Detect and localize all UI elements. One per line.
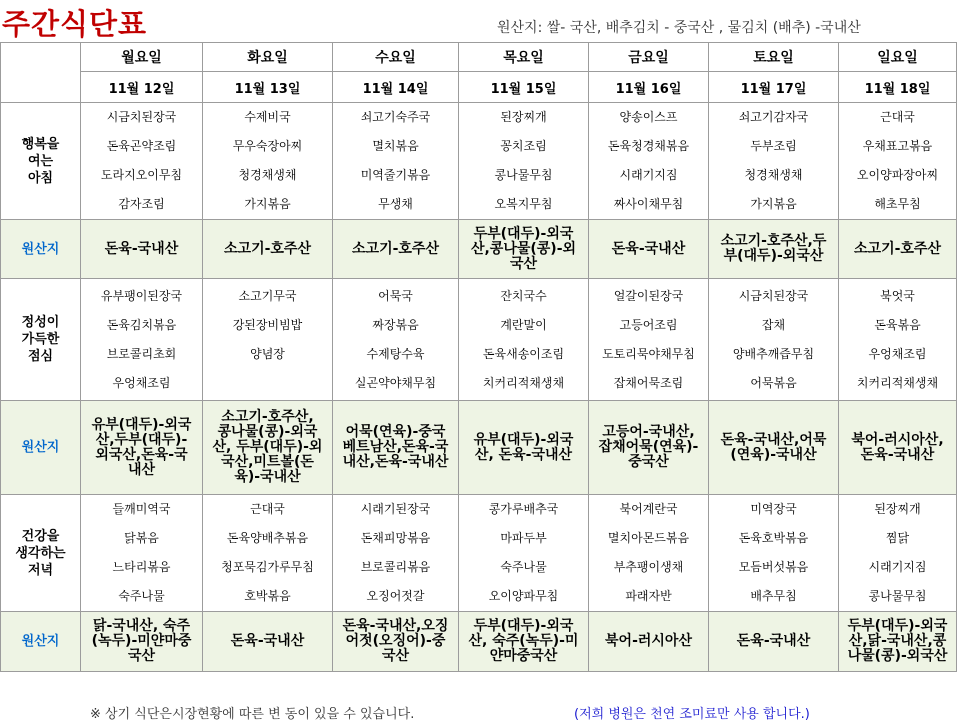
dish-item: 호박볶음 — [244, 589, 291, 603]
dish-item: 어묵볶음 — [750, 375, 797, 390]
dish-item: 무우숙장아찌 — [232, 139, 303, 153]
breakfast-cell — [839, 103, 957, 220]
dish-item: 돈육호박볶음 — [738, 531, 809, 545]
day-name: 목요일 — [459, 43, 589, 72]
dish-item: 시래기된장국 — [360, 502, 431, 516]
origin-cell: 돈육-국내산 — [81, 220, 203, 279]
dish-item: 쇠고기감자국 — [738, 110, 809, 124]
dish-item: 청경채생채 — [744, 168, 803, 182]
dish-item: 콩나물무침 — [494, 168, 553, 182]
dish-item: 잔치국수 — [500, 288, 547, 303]
origin-note: 원산지: 쌀- 국산, 배추김치 - 중국산 , 물김치 (배추) -국내산 — [497, 20, 861, 36]
dish-item: 우엉채조림 — [112, 375, 171, 390]
breakfast-cell — [333, 103, 459, 220]
origin-cell: 돈육-국내산,어묵 (연육)-국내산 — [709, 401, 839, 495]
dinner-label: 건강을 생각하는 저녁 — [1, 495, 81, 612]
dish-item: 느타리볶음 — [112, 560, 171, 574]
breakfast-cell — [459, 103, 589, 220]
origin-cell: 유부(대두)-외국 산, 돈육-국내산 — [459, 401, 589, 495]
day-name: 월요일 — [81, 43, 203, 72]
dish-item: 북엇국 — [880, 288, 915, 303]
header-corner — [1, 43, 81, 103]
origin-cell: 소고기-호주산,두 부(대두)-외국산 — [709, 220, 839, 279]
dish-item: 숙주나물 — [500, 560, 547, 574]
dish-item: 돈육볶음 — [874, 317, 921, 332]
dish-item: 돈육새송이조림 — [482, 346, 565, 361]
origin-cell: 소고기-호주산, 콩나물(콩)-외국 산, 두부(대두)-외 국산,미트볼(돈 육)-국내산 — [203, 401, 333, 495]
dish-item: 오징어젓갈 — [366, 589, 425, 603]
dish-item: 부추팽이생채 — [613, 560, 684, 574]
dish-item: 된장찌개 — [874, 502, 921, 516]
dish-item: 강된장비빔밥 — [232, 317, 303, 332]
dish-item: 청경채생채 — [238, 168, 297, 182]
dish-item: 잡채어묵조림 — [613, 375, 684, 390]
dish-item: 어묵국 — [378, 288, 413, 303]
origin-cell: 소고기-호주산 — [203, 220, 333, 279]
page-title: 주간식단표 — [2, 7, 148, 41]
dish-item — [203, 369, 332, 398]
dish-item: 돈채피망볶음 — [360, 531, 431, 545]
dish-item: 북어계란국 — [619, 502, 678, 516]
dish-item: 두부조림 — [750, 139, 797, 153]
dish-item: 수제탕수육 — [366, 346, 425, 361]
dish-item: 계란말이 — [500, 317, 547, 332]
origin-cell: 돈육-국내산 — [709, 612, 839, 672]
day-date: 11월 17일 — [709, 72, 839, 103]
dish-item: 파래자반 — [625, 589, 672, 603]
breakfast-label: 행복을 여는 아침 — [1, 103, 81, 220]
lunch-row — [1, 279, 957, 401]
dish-item: 돈육청경채볶음 — [607, 139, 690, 153]
origin-cell: 돈육-국내산 — [203, 612, 333, 672]
dish-item: 숙주나물 — [118, 589, 165, 603]
dish-item: 가지볶음 — [750, 197, 797, 211]
date-header-row — [1, 72, 957, 103]
dish-item: 해초무침 — [874, 197, 921, 211]
dish-item: 청포묵김가루무침 — [221, 560, 314, 574]
day-header-row — [1, 43, 957, 72]
dish-item: 된장찌개 — [500, 110, 547, 124]
dish-item: 수제비국 — [244, 110, 291, 124]
lunch-cell — [709, 279, 839, 401]
dinner-cell — [203, 495, 333, 612]
dish-item: 배추무침 — [750, 589, 797, 603]
day-date: 11월 16일 — [589, 72, 709, 103]
dish-item: 고등어조림 — [619, 317, 678, 332]
dish-item: 콩나물무침 — [868, 589, 927, 603]
dish-item: 멸치아몬드볶음 — [607, 531, 690, 545]
dish-item: 브로콜리초회 — [106, 346, 177, 361]
dish-item: 얼갈이된장국 — [613, 288, 684, 303]
dish-item: 감자조림 — [118, 197, 165, 211]
day-name: 토요일 — [709, 43, 839, 72]
dish-item: 우엉채조림 — [868, 346, 927, 361]
day-date: 11월 18일 — [839, 72, 957, 103]
lunch-cell — [203, 279, 333, 401]
origin-cell: 어묵(연육)-중국 베트남산,돈육-국 내산,돈육-국내산 — [333, 401, 459, 495]
day-name: 화요일 — [203, 43, 333, 72]
dish-item: 양송이스프 — [619, 110, 678, 124]
dish-item: 유부팽이된장국 — [100, 288, 183, 303]
dish-item: 오복지무침 — [494, 197, 553, 211]
dish-item: 도토리묵야채무침 — [602, 346, 695, 361]
dinner-cell — [333, 495, 459, 612]
lunch-cell — [81, 279, 203, 401]
lunch-cell — [459, 279, 589, 401]
footer-natural-seasoning: (저희 병원은 천연 조미료만 사용 합니다.) — [574, 707, 810, 722]
dish-item: 근대국 — [250, 502, 285, 516]
breakfast-cell — [81, 103, 203, 220]
day-name: 금요일 — [589, 43, 709, 72]
menu-body — [1, 43, 957, 672]
day-date: 11월 12일 — [81, 72, 203, 103]
dish-item: 쇠고기숙주국 — [360, 110, 431, 124]
dish-item: 실곤약야채무침 — [354, 375, 437, 390]
day-date: 11월 15일 — [459, 72, 589, 103]
dish-item: 오이양파무침 — [488, 589, 559, 603]
dish-item: 짜사이채무침 — [613, 197, 684, 211]
day-date: 11월 14일 — [333, 72, 459, 103]
dish-item: 미역줄기볶음 — [360, 168, 431, 182]
dinner-cell — [589, 495, 709, 612]
dinner-cell — [709, 495, 839, 612]
dish-item: 들깨미역국 — [112, 502, 171, 516]
lunch-cell — [839, 279, 957, 401]
origin-label: 원산지 — [1, 401, 81, 495]
breakfast-cell — [203, 103, 333, 220]
origin-cell: 두부(대두)-외국 산, 숙주(녹두)-미 얀마중국산 — [459, 612, 589, 672]
lunch-cell — [589, 279, 709, 401]
origin-cell: 북어-러시아산 — [589, 612, 709, 672]
dish-item: 무생채 — [378, 197, 413, 211]
lunch-origin-row — [1, 401, 957, 495]
dish-item: 오이양파장아찌 — [856, 168, 939, 182]
dish-item: 모듬버섯볶음 — [738, 560, 809, 574]
origin-cell: 닭-국내산, 숙주 (녹두)-미얀마중 국산 — [81, 612, 203, 672]
day-name: 일요일 — [839, 43, 957, 72]
dish-item: 브로콜리볶음 — [360, 560, 431, 574]
dish-item: 마파두부 — [500, 531, 547, 545]
dish-item: 우채표고볶음 — [862, 139, 933, 153]
dish-item: 콩가루배추국 — [488, 502, 559, 516]
origin-cell: 소고기-호주산 — [839, 220, 957, 279]
dish-item: 찜닭 — [885, 531, 910, 545]
origin-cell: 소고기-호주산 — [333, 220, 459, 279]
dish-item: 잡채 — [761, 317, 786, 332]
dish-item: 양념장 — [250, 346, 285, 361]
dish-item: 돈육양배추볶음 — [226, 531, 309, 545]
dish-item: 치커리적채생채 — [856, 375, 939, 390]
dish-item: 시금치된장국 — [738, 288, 809, 303]
day-date: 11월 13일 — [203, 72, 333, 103]
origin-label: 원산지 — [1, 220, 81, 279]
dinner-cell — [81, 495, 203, 612]
dish-item: 시래기지짐 — [619, 168, 678, 182]
dish-item: 근대국 — [880, 110, 915, 124]
dish-item: 닭볶음 — [124, 531, 159, 545]
dish-item: 미역장국 — [750, 502, 797, 516]
origin-cell: 유부(대두)-외국 산,두부(대두)- 외국산,돈육-국 내산 — [81, 401, 203, 495]
lunch-label: 정성이 가득한 점심 — [1, 279, 81, 401]
origin-cell: 두부(대두)-외국 산,콩나물(콩)-외 국산 — [459, 220, 589, 279]
dish-item: 양배추깨즙무침 — [732, 346, 815, 361]
breakfast-origin-row — [1, 220, 957, 279]
breakfast-row — [1, 103, 957, 220]
breakfast-cell — [589, 103, 709, 220]
dish-item: 멸치볶음 — [372, 139, 419, 153]
dish-item: 꽁치조림 — [500, 139, 547, 153]
origin-cell: 돈육-국내산 — [589, 220, 709, 279]
origin-label: 원산지 — [1, 612, 81, 672]
origin-cell: 돈육-국내산,오징 어젓(오징어)-중 국산 — [333, 612, 459, 672]
footer-disclaimer: ※ 상기 식단은시장현황에 따른 변 동이 있을 수 있습니다. — [90, 707, 415, 722]
dish-item: 소고기무국 — [238, 288, 297, 303]
day-name: 수요일 — [333, 43, 459, 72]
dinner-origin-row — [1, 612, 957, 672]
dish-item: 도라지오이무침 — [100, 168, 183, 182]
dish-item: 시래기지짐 — [868, 560, 927, 574]
dinner-cell — [839, 495, 957, 612]
dinner-row — [1, 495, 957, 612]
origin-cell: 고등어-국내산, 잡채어묵(연육)- 중국산 — [589, 401, 709, 495]
origin-cell: 북어-러시아산, 돈육-국내산 — [839, 401, 957, 495]
dish-item: 돈육곤약조림 — [106, 139, 177, 153]
dish-item: 치커리적채생채 — [482, 375, 565, 390]
origin-cell: 두부(대두)-외국 산,닭-국내산,콩 나물(콩)-외국산 — [839, 612, 957, 672]
dinner-cell — [459, 495, 589, 612]
dish-item: 돈육김치볶음 — [106, 317, 177, 332]
dish-item: 짜장볶음 — [372, 317, 419, 332]
breakfast-cell — [709, 103, 839, 220]
lunch-cell — [333, 279, 459, 401]
dish-item: 가지볶음 — [244, 197, 291, 211]
weekly-menu-table — [0, 42, 957, 672]
dish-item: 시금치된장국 — [106, 110, 177, 124]
